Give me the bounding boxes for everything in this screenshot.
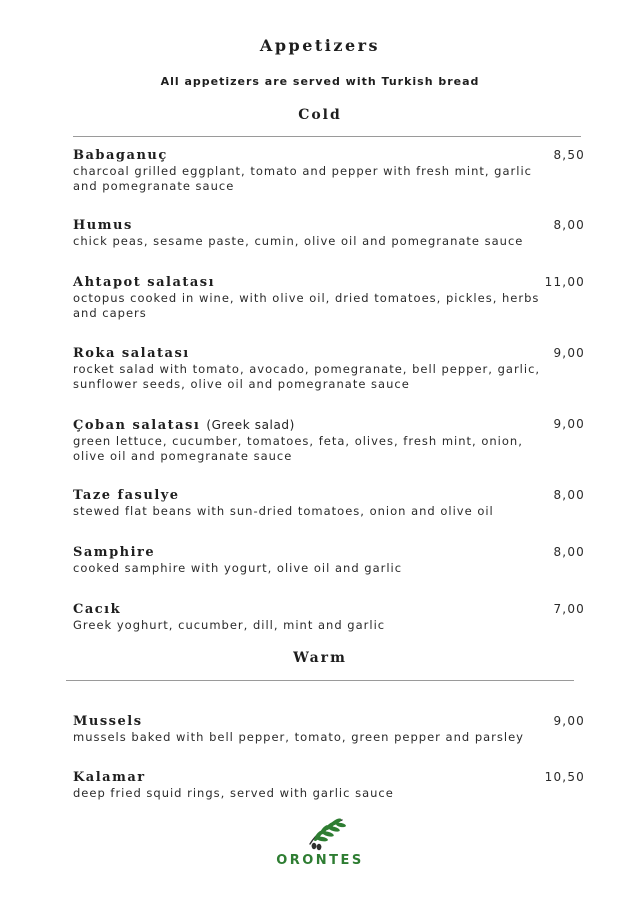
item-name: Humus xyxy=(73,218,133,233)
brand-logo-text: ORONTES xyxy=(276,853,364,868)
item-name: Roka salatası xyxy=(73,346,190,361)
item-name: Mussels xyxy=(73,714,143,729)
item-description: octopus cooked in wine, with olive oil, dried tomatoes, pickles, herbs and capers xyxy=(73,291,540,320)
item-name-row xyxy=(73,417,585,434)
menu-item-mussels xyxy=(73,714,585,745)
page-title: Appetizers xyxy=(259,36,381,55)
item-name: Samphire xyxy=(73,545,156,560)
item-description: cooked samphire with yogurt, olive oil and garlic xyxy=(73,561,403,575)
item-description: deep fried squid rings, served with garlic sauce xyxy=(73,786,394,800)
item-price: 8,50 xyxy=(553,148,585,162)
section-divider xyxy=(73,136,581,137)
menu-item-humus xyxy=(73,218,585,249)
item-description: Greek yoghurt, cucumber, dill, mint and garlic xyxy=(73,618,386,632)
item-price: 8,00 xyxy=(553,218,585,232)
item-price: 9,00 xyxy=(553,417,585,431)
section-title-warm: Warm xyxy=(293,650,347,666)
item-name: Kalamar xyxy=(73,770,146,785)
item-note: (Greek salad) xyxy=(206,418,295,432)
menu-item-cacik xyxy=(73,602,585,633)
item-description: rocket salad with tomato, avocado, pomegranate, bell pepper, garlic, sunflower seeds, olive oil and pomegranate sauce xyxy=(73,362,541,391)
menu-item-roka-salatasi xyxy=(73,346,585,391)
item-name: Taze fasulye xyxy=(73,488,180,503)
item-price: 11,00 xyxy=(544,275,585,289)
menu-item-ahtapot-salatasi xyxy=(73,275,585,320)
item-description: charcoal grilled eggplant, tomato and pepper with fresh mint, garlic and pomegranate sauce xyxy=(73,164,532,193)
item-description: stewed flat beans with sun-dried tomatoes, onion and olive oil xyxy=(73,504,494,518)
item-price: 7,00 xyxy=(553,602,585,616)
menu-item-taze-fasulye xyxy=(73,488,585,519)
item-name: Babaganuç xyxy=(73,148,168,163)
item-name: Ahtapot salatası xyxy=(73,275,216,290)
item-name: Cacık xyxy=(73,602,122,617)
menu-item-coban-salatasi xyxy=(73,417,585,463)
menu-item-babaganuc xyxy=(73,148,585,193)
item-price: 10,50 xyxy=(544,770,585,784)
item-description: mussels baked with bell pepper, tomato, green pepper and parsley xyxy=(73,730,524,744)
item-description: green lettuce, cucumber, tomatoes, feta, olives, fresh mint, onion, olive oil and pomegranate sauce xyxy=(73,434,523,463)
section-title-cold: Cold xyxy=(298,107,342,123)
item-price: 8,00 xyxy=(553,545,585,559)
item-description: chick peas, sesame paste, cumin, olive oil and pomegranate sauce xyxy=(73,234,524,248)
menu-item-kalamar xyxy=(73,770,585,801)
item-price: 9,00 xyxy=(553,346,585,360)
item-price: 9,00 xyxy=(553,714,585,728)
menu-item-samphire xyxy=(73,545,585,576)
page-subtitle: All appetizers are served with Turkish bread xyxy=(160,75,480,88)
item-name: Çoban salatası xyxy=(73,418,201,433)
item-price: 8,00 xyxy=(553,488,585,502)
section-divider xyxy=(66,680,574,681)
